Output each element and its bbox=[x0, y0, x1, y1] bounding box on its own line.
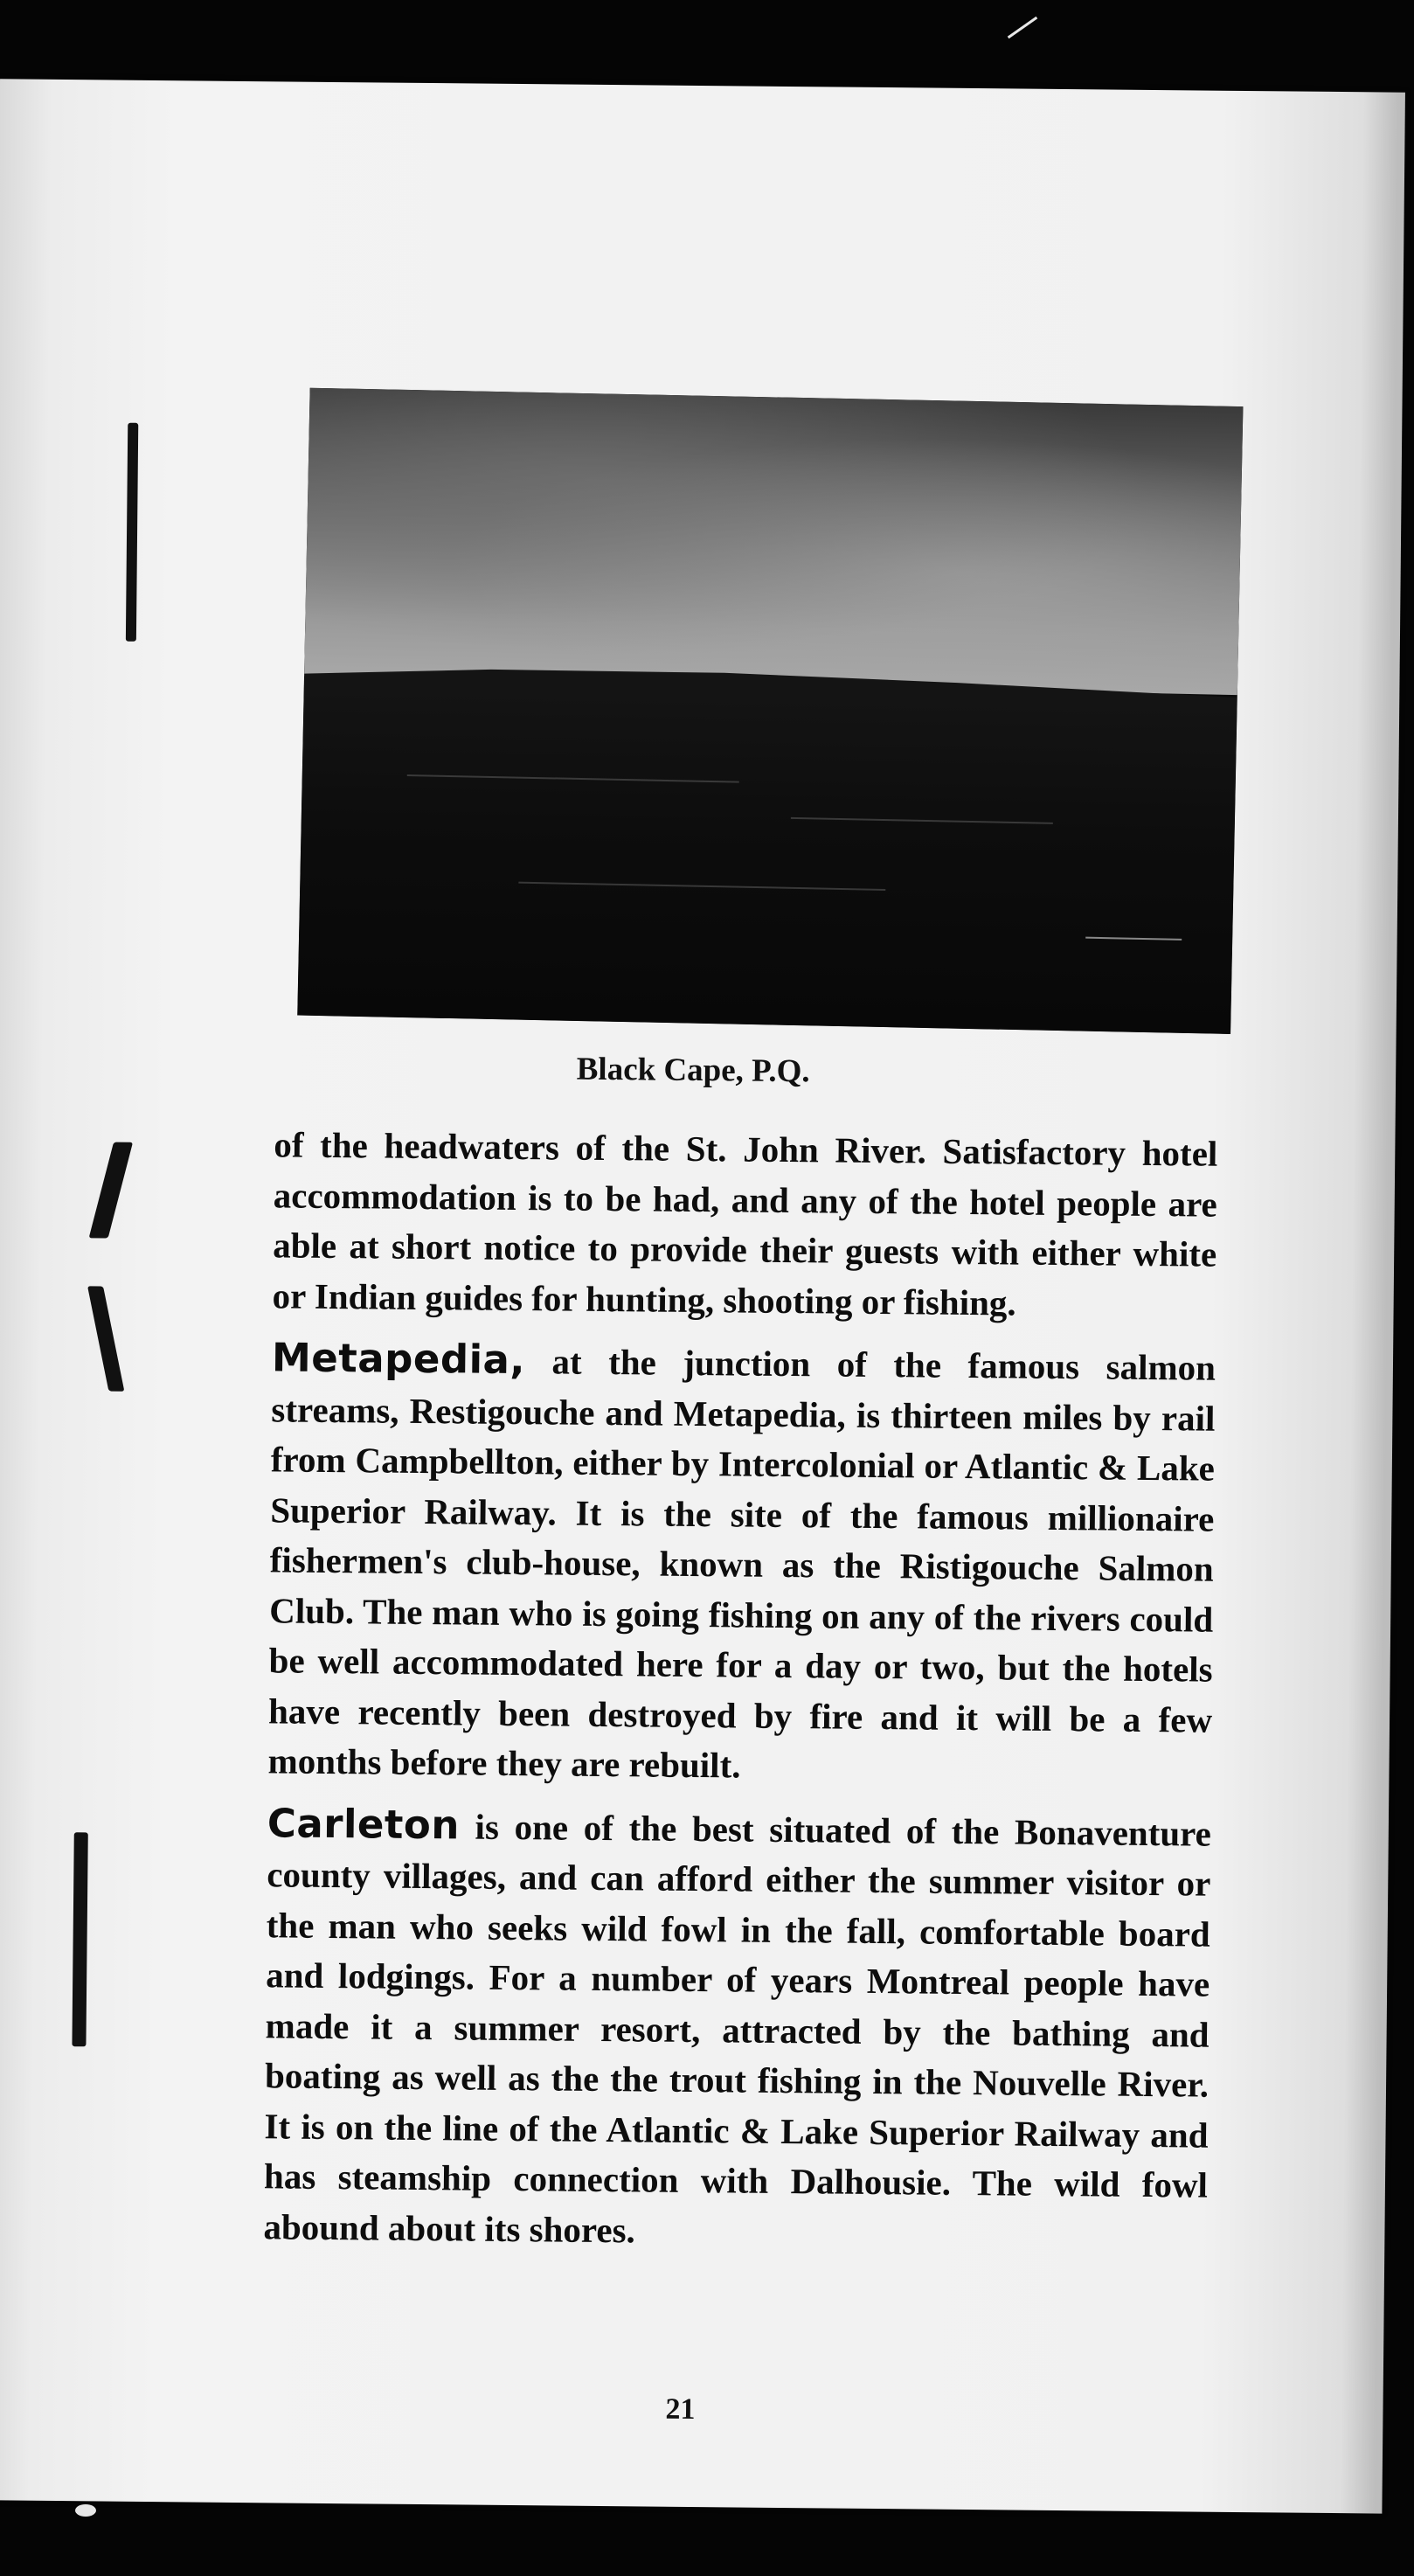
binding-stitch-mark bbox=[126, 423, 138, 642]
photo-caption: Black Cape, P.Q. bbox=[576, 1051, 810, 1090]
paragraph-metapedia bbox=[267, 1332, 1216, 1795]
paragraph-headwaters bbox=[272, 1120, 1217, 1330]
photo-sky bbox=[304, 388, 1243, 695]
paragraph-text: of the headwaters of the St. John River. Satisfactory hotel accommodation is to be had, and any of the hotel people are able at short notice to provide their guests with either white or Indian guides for hunting, shooting or fishing. bbox=[272, 1124, 1218, 1323]
body-text bbox=[263, 1120, 1217, 2260]
paragraph-text: at the junction of the famous salmon streams, Restigouche and Metapedia, is thirteen miles by rail from Campbellton, either by Intercolonial or Atlantic & Lake Superior Railway. It is the site of the famous millionaire fishermen's club-house, known as the Ristigouche Salmon Club. The man who is going fishing on any of the rivers could be well accommodated here for a day or two, but the hotels have recently been destroyed by fire and it will be a few months before they are rebuilt. bbox=[267, 1341, 1216, 1786]
book-page bbox=[0, 79, 1405, 2513]
paragraph-carleton bbox=[263, 1798, 1211, 2261]
binding-stitch-mark bbox=[89, 1142, 133, 1239]
photo-black-cape bbox=[297, 388, 1243, 1034]
paragraph-lead-metapedia: Metapedia, bbox=[271, 1334, 526, 1384]
scan-dust-speck bbox=[75, 2504, 96, 2517]
paragraph-lead-carleton: Carleton bbox=[267, 1799, 461, 1848]
binding-stitch-mark bbox=[87, 1286, 124, 1391]
binding-stitch-mark bbox=[72, 1832, 87, 2046]
photo-sea bbox=[297, 685, 1237, 1034]
scan-dust-speck bbox=[1008, 17, 1037, 38]
paragraph-text: is one of the best situated of the Bonaventure county villages, and can afford either the summer visitor or the man who seeks wild fowl in the fall, comfortable board and lodgings. For a number of years Montreal people have made it a summer resort, attracted by the bathing and boating as well as the the trout fishing in the Nouvelle River. It is on the line of the Atlantic & Lake Superior Railway and has steamship connection with Dalhousie. The wild fowl abound about its shores. bbox=[263, 1805, 1212, 2250]
page-number: 21 bbox=[665, 2392, 696, 2427]
